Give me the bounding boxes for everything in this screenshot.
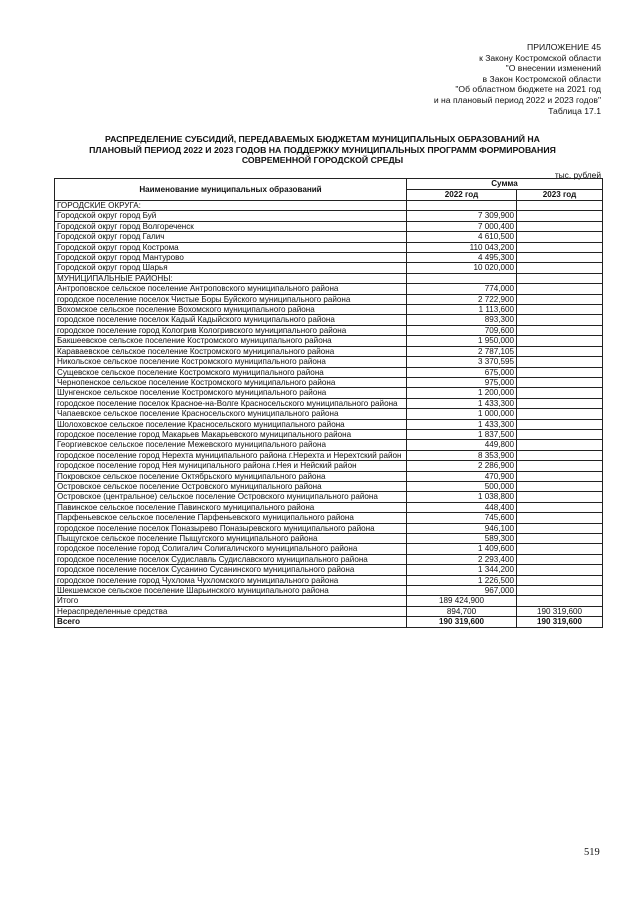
table-row (55, 357, 603, 367)
amount-2023 (517, 471, 603, 481)
municipality-name: Павинское сельское поселение Павинского муниципального района (55, 502, 407, 512)
amount-2023 (517, 461, 603, 471)
unallocated-row-2023: 190 319,600 (517, 606, 603, 616)
municipality-name: Бакшеевское сельское поселение Костромского муниципального района (55, 336, 407, 346)
amount-2023 (517, 502, 603, 512)
amount-2022: 110 043,200 (407, 242, 517, 252)
amount-2022: 745,600 (407, 513, 517, 523)
municipality-name: Шекшемское сельское поселение Шарьинского муниципального района (55, 586, 407, 596)
table-row (55, 221, 603, 231)
amount-2022: 2 722,900 (407, 294, 517, 304)
table-row (55, 471, 603, 481)
amount-2023 (517, 440, 603, 450)
amount-2022: 2 286,900 (407, 461, 517, 471)
amount-2023 (517, 336, 603, 346)
column-header-sum: Сумма (407, 179, 603, 190)
amount-2022: 1 950,000 (407, 336, 517, 346)
table-row (55, 429, 603, 439)
amount-2022: 967,000 (407, 586, 517, 596)
municipality-name: Островское сельское поселение Островского муниципального района (55, 481, 407, 491)
amount-2022: 1 344,200 (407, 565, 517, 575)
municipality-name: Никольское сельское поселение Костромского муниципального района (55, 357, 407, 367)
amount-2023 (517, 211, 603, 221)
amount-2023 (517, 492, 603, 502)
amount-2022: 2 787,105 (407, 346, 517, 356)
table-row (55, 325, 603, 335)
column-header-2022: 2022 год (407, 190, 517, 201)
amount-2022: 1 038,800 (407, 492, 517, 502)
subtotal-row-label: Итого (55, 596, 407, 606)
table-row (55, 367, 603, 377)
table-row (55, 263, 603, 273)
municipality-name: Караваевское сельское поселение Костромского муниципального района (55, 346, 407, 356)
amount-2022: 1 226,500 (407, 575, 517, 585)
amount-2022: 2 293,400 (407, 554, 517, 564)
amount-2023 (517, 565, 603, 575)
unit-label: тыс. рублей (554, 170, 601, 180)
subtotal-row-2022: 189 424,900 (407, 596, 517, 606)
amount-2022: 774,000 (407, 284, 517, 294)
municipality-name: городское поселение город Кологрив Кологривского муниципального района (55, 325, 407, 335)
table-row (55, 461, 603, 471)
amount-2023 (517, 315, 603, 325)
section-municipal-districts: МУНИЦИПАЛЬНЫЕ РАЙОНЫ: (55, 273, 407, 283)
municipality-name: Антроповское сельское поселение Антроповского муниципального района (55, 284, 407, 294)
document-title (40, 134, 605, 166)
table-row (55, 502, 603, 512)
municipality-name: городское поселение город Нея муниципального района г.Нея и Нейский район (55, 461, 407, 471)
municipality-name: Сущевское сельское поселение Костромского муниципального района (55, 367, 407, 377)
table-row (55, 523, 603, 533)
amount-2023 (517, 346, 603, 356)
table-row (55, 440, 603, 450)
table-row (55, 305, 603, 315)
unallocated-row-label: Нераспределенные средства (55, 606, 407, 616)
amount-2022: 8 353,900 (407, 450, 517, 460)
section-row (55, 273, 603, 283)
document-header (434, 42, 601, 116)
municipality-name: Георгиевское сельское поселение Межевского муниципального района (55, 440, 407, 450)
table-row (55, 388, 603, 398)
table-row (55, 565, 603, 575)
section-city-districts: ГОРОДСКИЕ ОКРУГА: (55, 201, 407, 211)
amount-2022: 1 837,500 (407, 429, 517, 439)
municipality-name: Шунгенское сельское поселение Костромского муниципального района (55, 388, 407, 398)
total-row (55, 617, 603, 627)
table-body (55, 201, 603, 628)
amount-2023 (517, 523, 603, 533)
amount-2023 (517, 367, 603, 377)
amount-2022: 1 113,600 (407, 305, 517, 315)
table-row (55, 544, 603, 554)
amount-2022: 1 409,600 (407, 544, 517, 554)
unallocated-row-2022: 894,700 (407, 606, 517, 616)
municipality-name: Покровское сельское поселение Октябрьского муниципального района (55, 471, 407, 481)
municipality-name: Чернопенское сельское поселение Костромского муниципального района (55, 377, 407, 387)
table-row (55, 346, 603, 356)
subtotal-row (55, 596, 603, 606)
amount-2022: 3 370,595 (407, 357, 517, 367)
municipality-name: Городской округ город Мантурово (55, 253, 407, 263)
amount-2023 (517, 357, 603, 367)
table-row (55, 554, 603, 564)
amount-2022: 1 200,000 (407, 388, 517, 398)
amount-2022: 975,000 (407, 377, 517, 387)
table-row (55, 284, 603, 294)
amount-2023 (517, 305, 603, 315)
header-line: и на плановый период 2022 и 2023 годов" (433, 94, 601, 105)
table-row (55, 315, 603, 325)
empty-cell (517, 201, 603, 211)
table-row (55, 409, 603, 419)
table-row (55, 232, 603, 242)
title-line: СОВРЕМЕННОЙ ГОРОДСКОЙ СРЕДЫ (241, 155, 404, 166)
table-row (55, 492, 603, 502)
table-row (55, 398, 603, 408)
table-row (55, 294, 603, 304)
municipality-name: городское поселение поселок Поназырево Поназыревского муниципального района (55, 523, 407, 533)
amount-2022: 1 433,300 (407, 419, 517, 429)
municipality-name: городское поселение город Нерехта муниципального района г.Нерехта и Нерехтский район (55, 450, 407, 460)
amount-2023 (517, 450, 603, 460)
municipality-name: Вохомское сельское поселение Вохомского муниципального района (55, 305, 407, 315)
municipality-name: Городской округ город Волгореченск (55, 221, 407, 231)
municipality-name: Городской округ город Галич (55, 232, 407, 242)
municipality-name: Чапаевское сельское поселение Красносельского муниципального района (55, 409, 407, 419)
total-row-2022: 190 319,600 (407, 617, 517, 627)
subsidy-table (54, 178, 603, 628)
amount-2023 (517, 253, 603, 263)
amount-2022: 449,800 (407, 440, 517, 450)
municipality-name: городское поселение поселок Сусанино Сусанинского муниципального района (55, 565, 407, 575)
amount-2023 (517, 409, 603, 419)
table-row (55, 586, 603, 596)
subtotal-row-2023 (517, 596, 603, 606)
amount-2022: 10 020,000 (407, 263, 517, 273)
column-header-name: Наименование муниципальных образований (55, 179, 407, 201)
municipality-name: Городской округ город Шарья (55, 263, 407, 273)
header-line: к Закону Костромской области (479, 52, 601, 63)
amount-2022: 448,400 (407, 502, 517, 512)
amount-2023 (517, 513, 603, 523)
amount-2023 (517, 242, 603, 252)
empty-cell (517, 273, 603, 283)
column-header-2023: 2023 год (517, 190, 603, 201)
page-number: 519 (584, 847, 600, 858)
municipality-name: Городской округ город Кострома (55, 242, 407, 252)
table-row (55, 336, 603, 346)
amount-2022: 1 433,300 (407, 398, 517, 408)
amount-2023 (517, 534, 603, 544)
amount-2023 (517, 554, 603, 564)
amount-2023 (517, 221, 603, 231)
appendix-number: ПРИЛОЖЕНИЕ 45 (527, 42, 601, 52)
amount-2022: 470,900 (407, 471, 517, 481)
amount-2023 (517, 325, 603, 335)
amount-2022: 500,000 (407, 481, 517, 491)
empty-cell (407, 273, 517, 283)
municipality-name: Городской округ город Буй (55, 211, 407, 221)
municipality-name: Парфеньевское сельское поселение Парфеньевского муниципального района (55, 513, 407, 523)
table-row (55, 481, 603, 491)
amount-2023 (517, 284, 603, 294)
amount-2022: 4 495,300 (407, 253, 517, 263)
table-row (55, 377, 603, 387)
municipality-name: городское поселение город Чухлома Чухломского муниципального района (55, 575, 407, 585)
amount-2023 (517, 263, 603, 273)
municipality-name: городское поселение поселок Красное-на-Волге Красносельского муниципального района (55, 398, 407, 408)
table-row (55, 242, 603, 252)
table-row (55, 419, 603, 429)
table-row (55, 513, 603, 523)
header-line: в Закон Костромской области (482, 73, 601, 84)
municipality-name: Пыщугское сельское поселение Пыщугского муниципального района (55, 534, 407, 544)
amount-2022: 709,600 (407, 325, 517, 335)
total-row-label: Всего (55, 617, 407, 627)
amount-2022: 675,000 (407, 367, 517, 377)
empty-cell (407, 201, 517, 211)
amount-2023 (517, 377, 603, 387)
amount-2023 (517, 294, 603, 304)
municipality-name: городское поселение город Солигалич Солигаличского муниципального района (55, 544, 407, 554)
municipality-name: Островское (центральное) сельское поселение Островского муниципального района (55, 492, 407, 502)
header-line: "Об областном бюджете на 2021 год (455, 84, 601, 95)
table-row (55, 450, 603, 460)
table-row (55, 253, 603, 263)
amount-2022: 893,300 (407, 315, 517, 325)
amount-2023 (517, 419, 603, 429)
municipality-name: городское поселение поселок Кадый Кадыйского муниципального района (55, 315, 407, 325)
total-row-2023: 190 319,600 (517, 617, 603, 627)
section-row (55, 201, 603, 211)
table-row (55, 211, 603, 221)
header-line: "О внесении изменений (505, 63, 601, 74)
amount-2023 (517, 481, 603, 491)
amount-2023 (517, 429, 603, 439)
title-line: ПЛАНОВЫЙ ПЕРИОД 2022 И 2023 ГОДОВ НА ПОДДЕРЖКУ МУНИЦИПАЛЬНЫХ ПРОГРАММ ФОРМИРОВАНИЯ (89, 144, 556, 155)
amount-2023 (517, 575, 603, 585)
table-row (55, 534, 603, 544)
amount-2023 (517, 232, 603, 242)
municipality-name: городское поселение город Макарьев Макарьевского муниципального района (55, 429, 407, 439)
amount-2022: 4 610,500 (407, 232, 517, 242)
amount-2022: 1 000,000 (407, 409, 517, 419)
amount-2023 (517, 586, 603, 596)
amount-2023 (517, 398, 603, 408)
amount-2023 (517, 388, 603, 398)
table-number: Таблица 17.1 (548, 105, 601, 116)
table-row (55, 575, 603, 585)
amount-2022: 946,100 (407, 523, 517, 533)
amount-2022: 589,300 (407, 534, 517, 544)
amount-2023 (517, 544, 603, 554)
municipality-name: Шолоховское сельское поселение Красносельского муниципального района (55, 419, 407, 429)
amount-2022: 7 000,400 (407, 221, 517, 231)
amount-2022: 7 309,900 (407, 211, 517, 221)
municipality-name: городское поселение поселок Судиславль Судиславского муниципального района (55, 554, 407, 564)
title-line: РАСПРЕДЕЛЕНИЕ СУБСИДИЙ, ПЕРЕДАВАЕМЫХ БЮДЖЕТАМ МУНИЦИПАЛЬНЫХ ОБРАЗОВАНИЙ НА (105, 134, 540, 144)
unallocated-row (55, 606, 603, 616)
municipality-name: городское поселение поселок Чистые Боры Буйского муниципального района (55, 294, 407, 304)
